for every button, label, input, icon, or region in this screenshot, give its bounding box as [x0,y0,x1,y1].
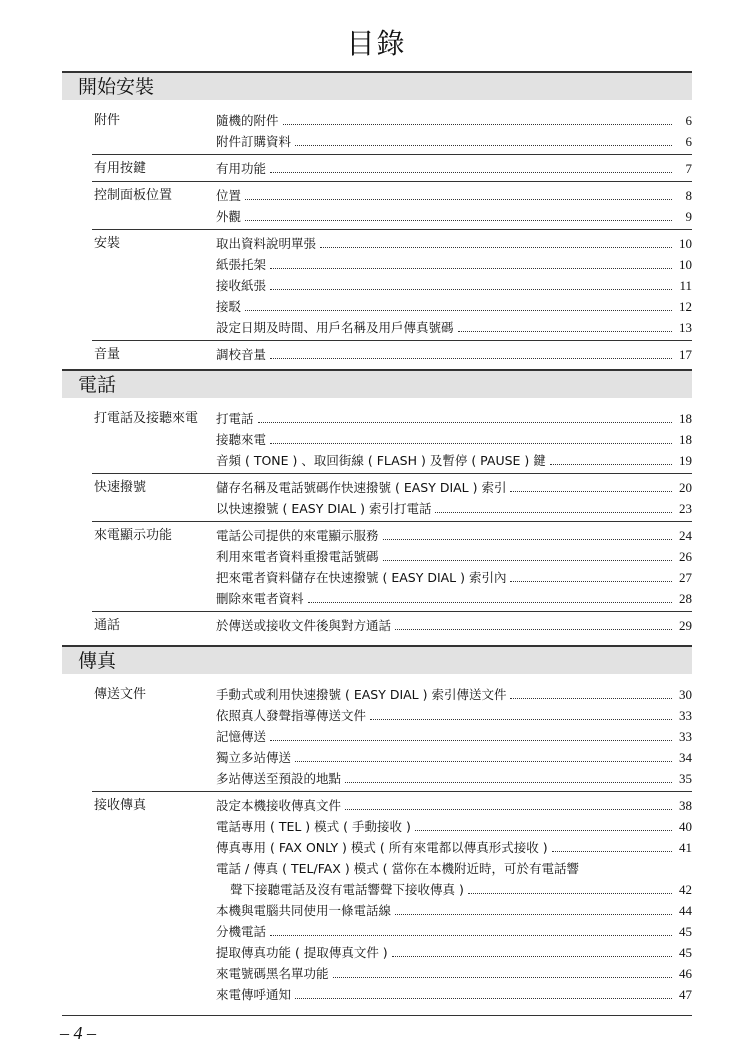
toc-entry[interactable] [216,110,692,131]
toc-entry[interactable] [216,900,692,921]
leader-dots [270,289,672,290]
toc-entry[interactable] [216,498,692,519]
entry-title: 接聽來電 [216,432,267,447]
entry-page-number: 20 [679,480,692,495]
page-number: – 4 – [60,1023,96,1043]
entry-page-number: 35 [679,771,692,786]
entry-title: 提取傳真功能 ( 提取傳真文件 ) [216,945,388,960]
leader-dots [283,124,672,125]
group-divider [92,473,692,474]
toc-entry[interactable] [216,963,692,984]
entry-title: 取出資料說明單張 [216,236,317,251]
leader-dots [308,602,672,603]
leader-dots [295,998,672,999]
leader-dots [383,560,672,561]
entry-page-number: 19 [679,453,692,468]
entry-title: 傳真專用 ( FAX ONLY ) 模式 ( 所有來電都以傳真形式接收 ) [216,840,548,855]
entry-title: 利用來電者資料重撥電話號碼 [216,549,379,564]
group-label: 通話 [94,618,121,633]
toc-entry[interactable] [216,206,692,227]
group-label: 音量 [94,347,121,362]
leader-dots [395,914,672,915]
toc-group [92,408,692,471]
group-label: 打電話及接聽來電 [94,411,199,426]
entry-page-number: 33 [679,729,692,744]
toc-entry[interactable] [216,275,692,296]
entry-page-number: 17 [679,347,692,362]
entry-title: 獨立多站傳送 [216,750,292,765]
group-divider [92,229,692,230]
leader-dots [270,268,672,269]
toc-entry[interactable] [216,921,692,942]
toc-entry[interactable] [216,158,692,179]
entry-title: 接駁 [216,299,242,314]
entry-title: 紙張托架 [216,257,267,272]
entry-title: 來電傳呼通知 [216,987,292,1002]
toc-group [92,525,692,609]
leader-dots [245,220,672,221]
entry-page-number: 41 [679,840,692,855]
entry-title: 依照真人發聲指導傳送文件 [216,708,367,723]
entry-page-number: 33 [679,708,692,723]
toc-entry[interactable] [216,185,692,206]
toc-entry[interactable] [216,254,692,275]
leader-dots [345,809,672,810]
group-label: 快速撥號 [94,480,147,495]
toc-entry[interactable] [216,525,692,546]
toc-entry[interactable] [216,317,692,338]
leader-dots [415,830,672,831]
group-divider [92,181,692,182]
toc-entry[interactable] [216,684,692,705]
toc-group [92,233,692,338]
group-label: 安裝 [94,236,121,251]
toc-entry[interactable] [216,567,692,588]
group-divider [92,154,692,155]
toc-group [92,158,692,179]
toc-section [62,369,692,636]
entry-page-number: 26 [679,549,692,564]
toc-entry[interactable] [216,477,692,498]
entry-page-number: 47 [679,987,692,1002]
entry-page-number: 30 [679,687,692,702]
toc-entry[interactable] [216,705,692,726]
toc-group [92,477,692,519]
leader-dots [510,491,672,492]
entry-title: 音頻 ( TONE ) 、取回街線 ( FLASH ) 及暫停 ( PAUSE ) 鍵 [216,453,546,468]
group-divider [92,340,692,341]
toc-entry[interactable] [216,795,692,816]
toc-entry[interactable] [216,546,692,567]
entry-title: 附件訂購資料 [216,134,292,149]
leader-dots [245,310,672,311]
group-divider [92,521,692,522]
entry-title: 以快速撥號 ( EASY DIAL ) 索引打電話 [216,501,432,516]
toc-entry[interactable] [216,588,692,609]
section-heading: 電話 [62,369,692,398]
group-divider [92,611,692,612]
leader-dots [270,172,672,173]
entry-page-number: 45 [679,924,692,939]
toc-section [62,71,692,365]
entry-title: 位置 [216,188,242,203]
leader-dots [392,956,672,957]
entry-page-number: 18 [679,411,692,426]
toc-group [92,185,692,227]
entry-page-number: 12 [679,299,692,314]
leader-dots [395,629,672,630]
group-label: 控制面板位置 [94,188,173,203]
section-heading: 開始安裝 [62,71,692,100]
entry-page-number: 11 [679,278,692,293]
entry-page-number: 44 [679,903,692,918]
entry-title: 手動式或利用快速撥號 ( EASY DIAL ) 索引傳送文件 [216,687,507,702]
group-label: 接收傳真 [94,798,147,813]
toc-entry[interactable] [216,747,692,768]
leader-dots [270,358,672,359]
toc-group [92,344,692,365]
entry-title: 把來電者資料儲存在快速撥號 ( EASY DIAL ) 索引內 [216,570,507,585]
toc-group [92,795,692,1005]
entry-page-number: 45 [679,945,692,960]
toc-entry[interactable] [216,942,692,963]
leader-dots [510,698,672,699]
entry-title: 記憶傳送 [216,729,267,744]
leader-dots [320,247,672,248]
toc-entry[interactable] [216,233,692,254]
group-label: 附件 [94,113,121,128]
leader-dots [345,782,672,783]
leader-dots [458,331,672,332]
entry-title: 分機電話 [216,924,267,939]
entry-page-number: 46 [679,966,692,981]
toc-entry[interactable] [216,879,692,900]
entry-title: 電話 / 傳真 ( TEL/FAX ) 模式 ( 當你在本機附近時，可於有電話響 [216,861,579,876]
leader-dots [258,422,672,423]
entry-title: 電話公司提供的來電顯示服務 [216,528,379,543]
entry-title: 儲存名稱及電話號碼作快速撥號 ( EASY DIAL ) 索引 [216,480,507,495]
entry-title: 設定日期及時間、用戶名稱及用戶傳真號碼 [216,320,454,335]
toc-entry[interactable] [216,984,692,1005]
entry-title: 外觀 [216,209,242,224]
entry-title: 刪除來電者資料 [216,591,304,606]
toc-entry[interactable] [216,726,692,747]
group-label: 傳送文件 [94,687,147,702]
entry-page-number: 23 [679,501,692,516]
leader-dots [552,851,672,852]
entry-page-number: 10 [679,257,692,272]
entry-page-number: 28 [679,591,692,606]
toc-entry[interactable] [216,131,692,152]
leader-dots [333,977,672,978]
toc-entry[interactable] [216,816,692,837]
entry-page-number: 7 [685,161,692,176]
toc-group [92,110,692,152]
leader-dots [245,199,672,200]
entry-title: 電話專用 ( TEL ) 模式 ( 手動接收 ) [216,819,411,834]
entry-page-number: 6 [685,134,692,149]
footer-divider [62,1015,692,1016]
entry-page-number: 13 [679,320,692,335]
entry-title: 聲下接聽電話及沒有電話響聲下接收傳真 ) [230,882,464,897]
entry-page-number: 9 [685,209,692,224]
leader-dots [383,539,672,540]
toc-entry[interactable] [216,858,692,879]
group-label: 有用按鍵 [94,161,147,176]
page-title: 目錄 [346,27,407,60]
toc-entry[interactable] [216,429,692,450]
entry-page-number: 40 [679,819,692,834]
leader-dots [468,893,672,894]
toc-entry[interactable] [216,408,692,429]
entry-title: 設定本機接收傳真文件 [216,798,342,813]
leader-dots [295,761,672,762]
toc-entry[interactable] [216,768,692,789]
toc-entry[interactable] [216,450,692,471]
entry-page-number: 29 [679,618,692,633]
toc-section [62,645,692,1005]
entry-page-number: 18 [679,432,692,447]
entry-page-number: 24 [679,528,692,543]
entry-page-number: 34 [679,750,692,765]
leader-dots [270,740,672,741]
entry-title: 打電話 [216,411,254,426]
leader-dots [435,512,672,513]
entry-title: 隨機的附件 [216,113,279,128]
entry-title: 於傳送或接收文件後與對方通話 [216,618,392,633]
toc-entry[interactable] [216,296,692,317]
leader-dots [510,581,672,582]
leader-dots [270,935,672,936]
entry-page-number: 27 [679,570,692,585]
leader-dots [270,443,672,444]
entry-title: 多站傳送至預設的地點 [216,771,342,786]
entry-title: 接收紙張 [216,278,267,293]
toc-group [92,684,692,789]
toc-entry[interactable] [216,837,692,858]
toc-group [92,615,692,636]
toc-entry[interactable] [216,615,692,636]
entry-title: 有用功能 [216,161,267,176]
leader-dots [550,464,672,465]
group-label: 來電顯示功能 [94,528,173,543]
entry-page-number: 8 [685,188,692,203]
entry-title: 調校音量 [216,347,267,362]
entry-title: 來電號碼黑名單功能 [216,966,329,981]
entry-page-number: 38 [679,798,692,813]
group-divider [92,791,692,792]
entry-page-number: 10 [679,236,692,251]
section-heading: 傳真 [62,645,692,674]
entry-page-number: 42 [679,882,692,897]
toc-entry[interactable] [216,344,692,365]
leader-dots [295,145,672,146]
leader-dots [370,719,672,720]
entry-page-number: 6 [685,113,692,128]
entry-title: 本機與電腦共同使用一條電話線 [216,903,392,918]
